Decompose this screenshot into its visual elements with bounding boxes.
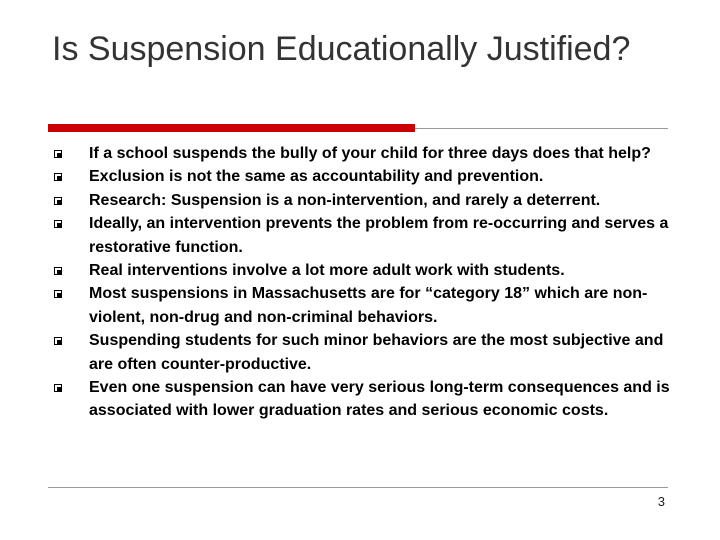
bullet-item [52,259,672,282]
bullet-item [52,282,672,329]
slide-title: Is Suspension Educationally Justified? [52,30,631,68]
footer-divider [48,487,668,488]
square-bullet-icon [54,150,62,158]
bullet-text: Exclusion is not the same as accountability and prevention. [89,168,544,186]
square-bullet-icon [54,337,62,345]
bullet-item [52,376,672,423]
square-bullet-icon [54,384,62,392]
bullet-text: Ideally, an intervention prevents the problem from re-occurring and serves a restorative function. [89,215,669,256]
bullet-item [52,329,672,376]
square-bullet-icon [54,290,62,298]
bullet-text: Most suspensions in Massachusetts are for “category 18” which are non-violent, non-drug and non-criminal behaviors. [89,285,648,326]
bullet-text: Research: Suspension is a non-intervention, and rarely a deterrent. [89,191,601,209]
bullet-text: Suspending students for such minor behaviors are the most subjective and are often counter-productive. [89,332,664,373]
bullet-item [52,189,672,212]
title-accent-bar [48,124,415,132]
bullet-item [52,142,672,165]
page-number: 3 [657,494,665,509]
bullet-item [52,165,672,188]
square-bullet-icon [54,220,62,228]
bullet-text: If a school suspends the bully of your child for three days does that help? [89,145,651,162]
square-bullet-icon [54,173,62,181]
square-bullet-icon [54,267,62,275]
square-bullet-icon [54,197,62,205]
bullet-list [52,142,672,423]
bullet-text: Real interventions involve a lot more adult work with students. [89,262,565,280]
bullet-text: Even one suspension can have very serious long-term consequences and is associated with lower graduation rates and serious economic costs. [89,379,670,420]
bullet-item [52,212,672,259]
